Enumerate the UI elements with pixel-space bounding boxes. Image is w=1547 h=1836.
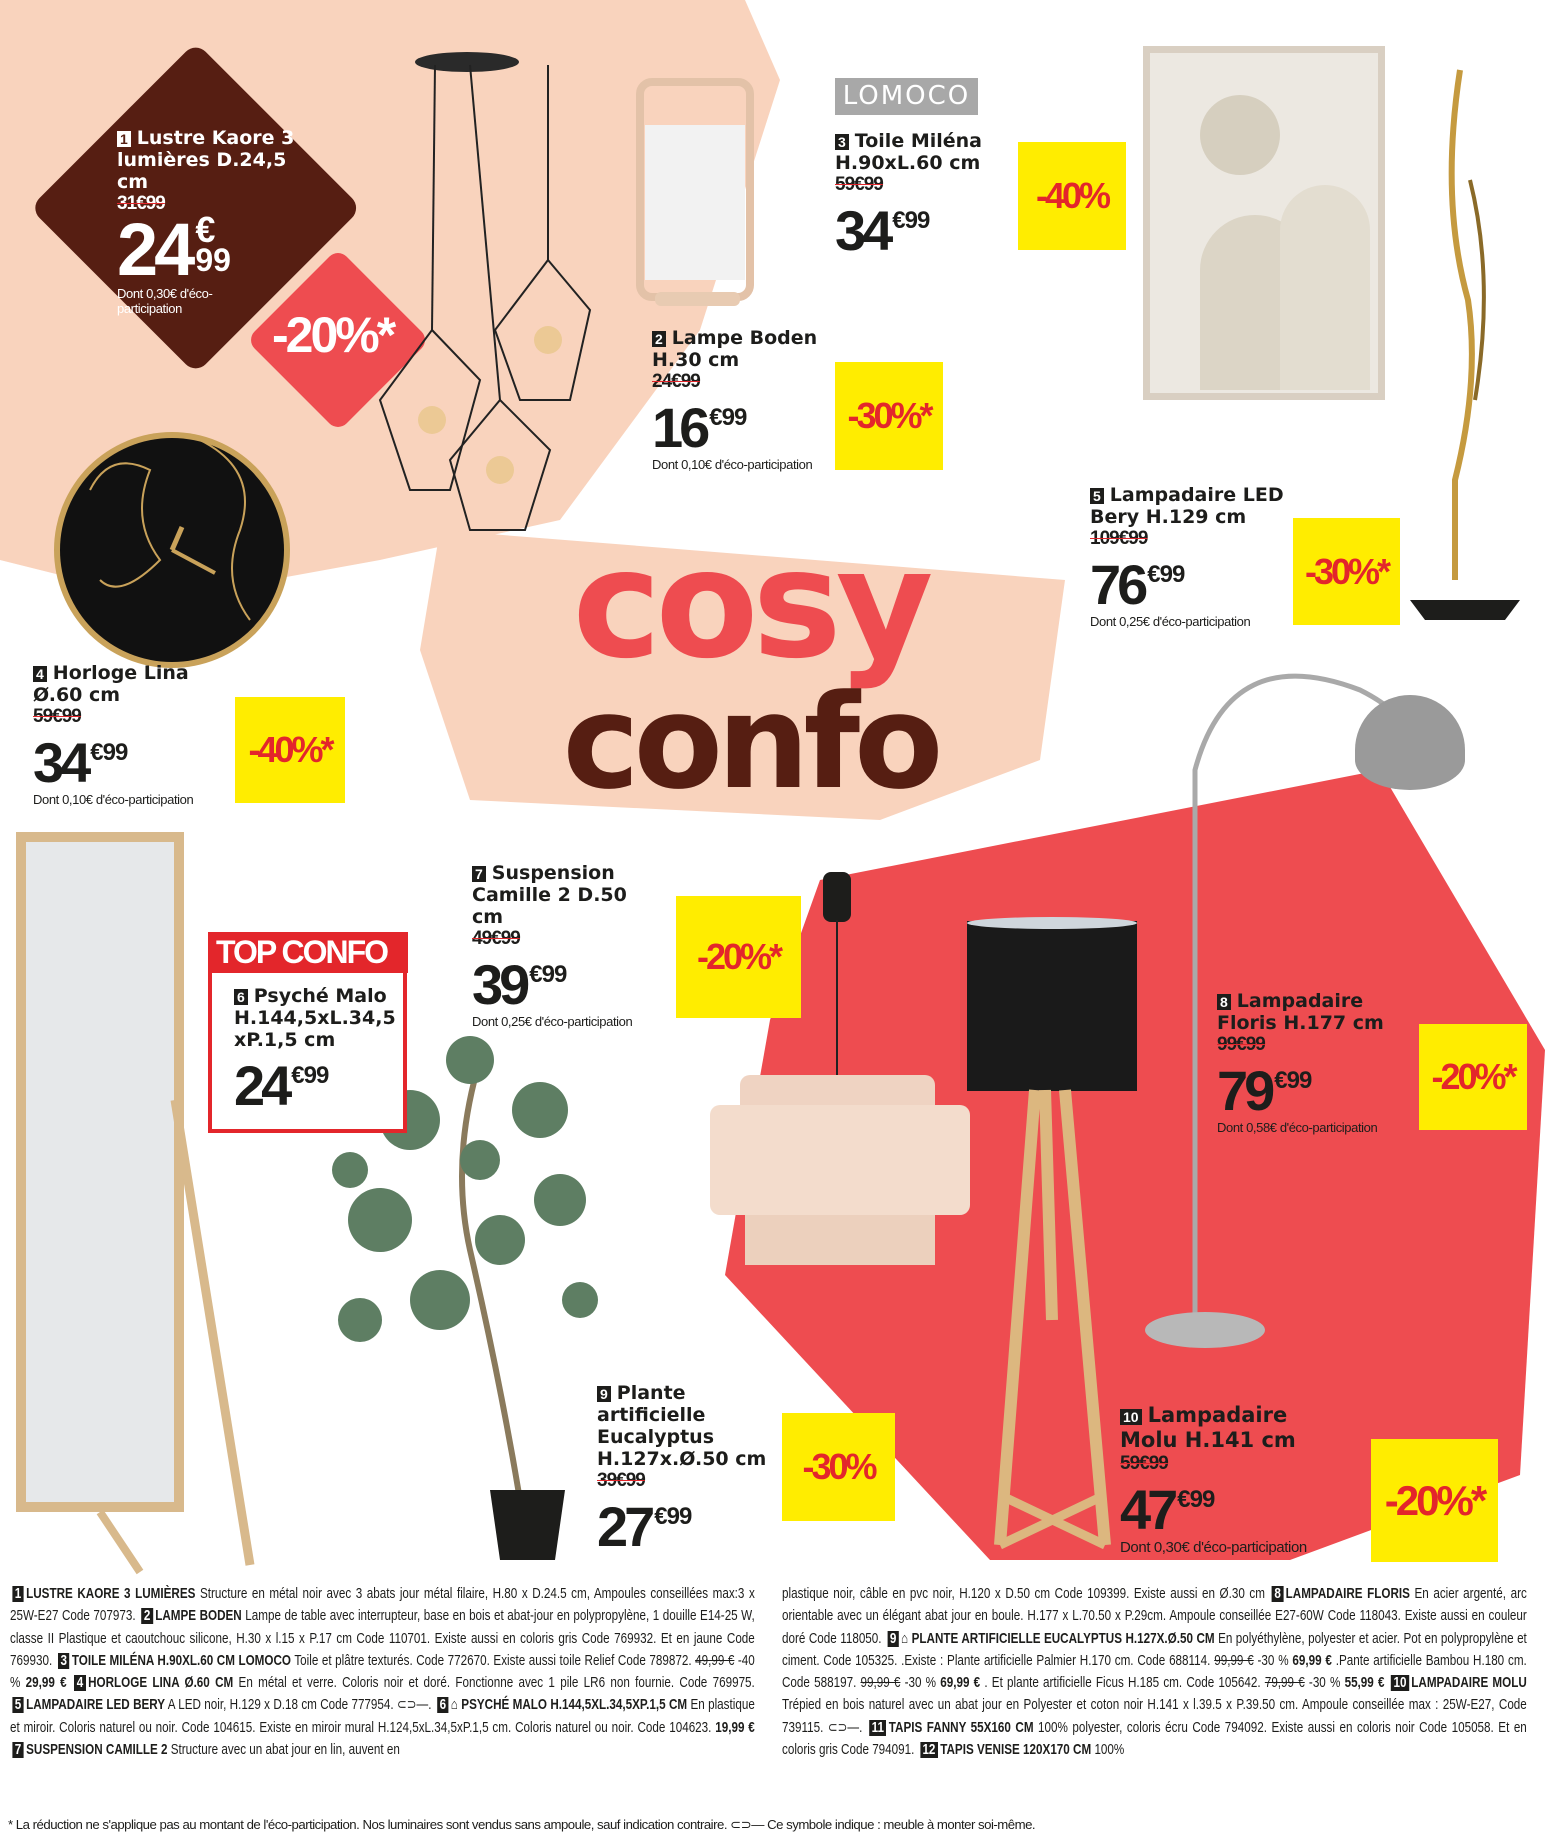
top-confo-label: TOP CONFO [208,932,408,973]
struck-price: 79,99 € [1264,1675,1305,1692]
item-number: 7 [12,1742,23,1758]
item-heading: PSYCHÉ MALO H.144,5XL.34,5XP.1,5 CM [461,1697,688,1714]
price: 76 [1090,553,1145,616]
item-text: Lampe de table avec interrupteur, base en bois et abat-jour en polypropylène, 1 douille E14-25 W, classe II Plastique et caoutchouc silicone, H.30 x l.15 x P.17 cm Code 110701. Existe aussi en coloris gris Code 769932. Et en jaune Code 769930. [10,1608,755,1669]
product-title: Psyché Malo H.144,5xL.34,5 xP.1,5 cm [234,985,396,1051]
struck-price: 49,99 € [695,1652,735,1669]
footnote: * La réduction ne s'applique pas au montant de l'éco-participation. Nos luminaires sont vendus sans ampoule, sauf indication contraire. ⊂⊃— Ce symbole indique : meuble à monter soi-même. [8,1817,1036,1832]
product-2-info [652,327,832,472]
product-title: Lampadaire Floris H.177 cm [1217,990,1384,1034]
item-text: Toile et plâtre texturés. Code 772670. Existe aussi toile Relief Code 789872. [291,1652,696,1669]
item-heading: 29,99 € [25,1675,72,1692]
product-title: Toile Miléna H.90xL.60 cm [835,130,982,174]
old-price: 49€99 [472,928,520,949]
item-heading: LUSTRE KAORE 3 LUMIÈRES [26,1586,196,1602]
item-number: 6 [437,1697,448,1713]
old-price: 109€99 [1090,528,1148,549]
toile-milena-image [1143,46,1385,400]
item-heading: 19,99 € [715,1719,755,1736]
price-cents: €99 [892,207,930,234]
eco-participation: Dont 0,25€ d'éco-participation [1090,614,1251,629]
item-heading: LAMPADAIRE LED BERY [26,1697,166,1714]
struck-price: 99,99 € [1214,1652,1254,1669]
struck-price: 99,99 € [860,1675,901,1692]
price: 27 [597,1495,652,1558]
item-text: -30 % [900,1675,941,1692]
item-text: En métal et verre. Coloris noir et doré. Fonctionne avec 1 pile LR6 non fournie. Code 769975. [233,1675,755,1692]
item-heading: 69,99 € [940,1675,981,1692]
price-cents: €99 [1177,1486,1215,1513]
price: 34 [33,731,88,794]
item-number: 9 [887,1631,898,1647]
item-heading: TAPIS VENISE 120X170 CM [940,1742,1092,1759]
price-cents: €99 [1147,561,1185,588]
product-number: 8 [1217,994,1231,1010]
item-text: -30 % [1304,1675,1345,1692]
price-cents: €99 [1274,1067,1312,1094]
product-number: 9 [597,1386,611,1402]
price-cents: €99 [529,961,567,988]
discount-badge: -30% [782,1413,895,1521]
old-price: 59€99 [835,174,883,195]
discount-badge: -20%* [272,307,394,363]
discount-badge: -30%* [1293,518,1400,625]
item-heading: TOILE MILÉNA H.90XL.60 CM LOMOCO [71,1652,291,1669]
product-title: Horloge Lina Ø.60 cm [33,662,189,706]
item-text: -40 % [10,1652,755,1692]
item-text: A LED noir, H.129 x D.18 cm Code 777954. ⊂⊃—. [165,1697,435,1714]
product-6-info [212,973,403,1117]
price: 16 [652,396,707,459]
product-number: 4 [33,666,47,682]
item-number: 11 [869,1720,886,1736]
item-heading: LAMPADAIRE FLORIS [1285,1586,1410,1602]
discount-badge: -30%* [835,362,943,470]
item-number: 10 [1391,1675,1409,1691]
item-text: Structure avec un abat jour en lin, auvent en [167,1742,400,1759]
price: 39 [472,953,527,1016]
product-number: 7 [472,866,486,882]
price-cents: €99 [654,1503,692,1530]
eco-participation: Dont 0,30€ d'éco-participation [117,286,213,316]
headline [455,518,1045,818]
item-text: 100% polyester, coloris écru Code 794092. Existe aussi en coloris noir Code 105058. Et en coloris gris Code 794091. [782,1719,1527,1759]
old-price: 31€99 [117,193,165,214]
product-10-info [1120,1403,1350,1556]
item-text: .Pante artificielle Bambou H.180 cm. Code 588197. [782,1652,1527,1692]
eco-participation: Dont 0,25€ d'éco-participation [472,1014,633,1029]
item-text: -30 % [1253,1652,1293,1669]
eco-participation: Dont 0,30€ d'éco-participation [1120,1539,1307,1556]
lampadaire-led-image [1410,70,1520,620]
euro-sign: € [195,209,216,250]
item-number: 2 [142,1608,153,1624]
price: 79 [1217,1059,1272,1122]
item-text: En plastique et miroir. Coloris naturel ou noir. Code 104615. Existe en miroir mural H.124,5xL.34,5xP.1,5 cm. Coloris naturel ou noir. Code 104623. [10,1697,755,1736]
eco-participation: Dont 0,10€ d'éco-participation [652,457,813,472]
product-title: Suspension Camille 2 D.50 cm [472,862,627,928]
top-confo-box [208,932,407,1133]
old-price: 24€99 [652,371,700,392]
price: 47 [1120,1478,1175,1541]
product-1-info [117,127,317,316]
product-title: Lustre Kaore 3 lumières D.24,5 cm [117,127,295,193]
eco-participation: Dont 0,10€ d'éco-participation [33,792,194,807]
headline-confo: confo [562,666,938,818]
item-heading: HORLOGE LINA Ø.60 CM [88,1675,234,1692]
headline-cosy: cosy [572,518,928,692]
item-number: 4 [74,1675,85,1691]
product-descriptions-left [10,1583,755,1761]
discount-badge: -40%* [235,697,345,803]
product-number: 10 [1120,1409,1142,1425]
item-number: 5 [12,1697,23,1713]
item-text: ⌂ [450,1697,462,1714]
old-price: 99€99 [1217,1034,1265,1055]
product-number: 1 [117,131,131,147]
item-text: 100% [1091,1742,1125,1759]
item-number: 1 [12,1586,23,1602]
item-number: 8 [1272,1586,1283,1602]
product-title: Plante artificielle Eucalyptus H.127x.Ø.50 cm [597,1382,767,1470]
price-cents: €99 [90,739,128,766]
product-8-info [1217,990,1417,1135]
product-7-info [472,862,652,1029]
discount-badge: -40% [1018,142,1126,250]
horloge-lina-image [54,432,290,668]
discount-badge: -20%* [1371,1439,1498,1562]
discount-badge: -20%* [1419,1024,1527,1130]
old-price: 59€99 [1120,1453,1168,1474]
item-text: Structure en métal noir avec 3 abats jour métal filaire, H.80 x D.24.5 cm, Ampoules conseillées max:3 x 25W-E27 Code 707973. [10,1586,755,1625]
price-cents: 99 [195,242,231,278]
price: 34 [835,199,890,262]
product-number: 2 [652,331,666,347]
product-5-info [1090,484,1290,629]
item-text: En polyéthylène, polyester et acier. Pot en polypropylène et ciment. Code 105325. .Existe : Plante artificielle Palmier H.170 cm. Code 688114. [782,1630,1527,1669]
item-heading: SUSPENSION CAMILLE 2 [26,1742,168,1759]
eco-participation: Dont 0,58€ d'éco-participation [1217,1120,1378,1135]
item-text: En acier argenté, arc orientable avec un élégant abat jour en boule. H.177 x L.70.50 x P.29cm. Ampoule conseillée E27-60W Code 118043. Existe aussi en couleur doré Code 118050. [782,1586,1527,1647]
price: 24 [234,1054,289,1117]
product-number: 6 [234,989,248,1005]
item-heading: TAPIS FANNY 55X160 CM [888,1719,1034,1736]
item-text: Trépied en bois naturel avec un abat jour en Polyester et coton noir H.141 x l.39.5 x P.39.50 cm. Ampoule conseillée max : 25W-E27, Code 739115. ⊂⊃—. [782,1697,1527,1736]
product-title: Lampadaire Molu H.141 cm [1120,1403,1296,1452]
product-descriptions-right [782,1583,1527,1761]
item-heading: 69,99 € [1292,1652,1332,1669]
product-9-info [597,1382,797,1558]
item-heading: LAMPE BODEN [155,1608,242,1625]
discount-badge: -20%* [676,896,801,1018]
price-cents: €99 [709,404,747,431]
item-text: plastique noir, câble en pvc noir, H.120 x D.50 cm Code 109399. Existe aussi en Ø.30 cm [782,1586,1270,1602]
item-text: . Et plante artificielle Ficus H.185 cm. Code 105642. [980,1675,1265,1692]
item-heading: 55,99 € [1344,1675,1389,1692]
old-price: 39€99 [597,1470,645,1491]
item-number: 12 [920,1742,938,1758]
item-text: ⌂ [901,1630,912,1647]
item-number: 3 [58,1653,69,1669]
item-heading: LAMPADAIRE MOLU [1411,1675,1527,1692]
product-number: 3 [835,134,849,150]
price: 24 [117,208,192,291]
item-heading: PLANTE ARTIFICIELLE EUCALYPTUS H.127X.Ø.50 CM [911,1630,1215,1647]
product-4-info [33,662,213,807]
price-cents: €99 [291,1062,329,1089]
product-title: Lampe Boden H.30 cm [652,327,818,371]
old-price: 59€99 [33,706,81,727]
lomoco-logo: LOMOCO [835,78,978,115]
product-number: 5 [1090,488,1104,504]
product-3-info [835,130,995,262]
product-title: Lampadaire LED Bery H.129 cm [1090,484,1284,528]
